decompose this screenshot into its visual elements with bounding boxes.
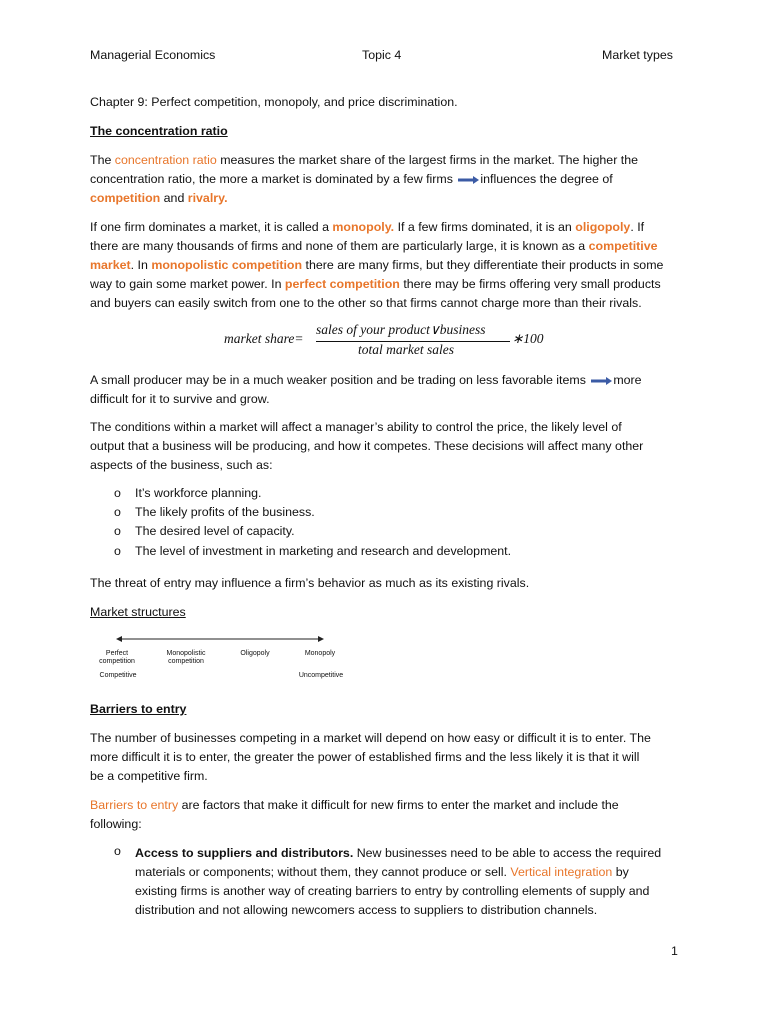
small-producer-paragraph: A small producer may be in a much weaker position and be trading on less favorable items more difficult for it to survive and grow.: [90, 373, 642, 406]
page-number: 1: [671, 944, 678, 958]
term-competitive-market: competitive: [588, 239, 658, 253]
label-perfect-competition: Perfect competition: [99, 650, 135, 665]
label-monopoly: Monopoly: [304, 650, 336, 657]
concentration-paragraph: The concentration ratio measures the market share of the largest firms in the market. The higher the concentration ratio, the more a market is dominated by a few firms influences the degree of competition and rivalry.: [90, 153, 638, 205]
market-structure-diagram: [90, 630, 360, 690]
barriers-paragraph: The number of businesses competing in a market will depend on how easy or difficult it is to enter. The more difficult it is to enter, the greater the power of established firms and the less likely it is that it will be a competitive firm.: [90, 731, 651, 783]
concentration-heading: The concentration ratio: [90, 124, 228, 138]
term-perfect-competition: perfect competition: [284, 277, 400, 291]
term-barriers-to-entry: Barriers to entry: [90, 798, 179, 812]
label-monopolistic-competition: Monopolistic competition: [166, 650, 206, 665]
header-right: Market types: [602, 48, 673, 62]
label-oligopoly: Oligopoly: [240, 650, 270, 657]
arrow-right-icon: [589, 376, 613, 386]
formula-numerator: sales of your product∨business: [316, 322, 486, 337]
label-competitive: Competitive: [99, 672, 137, 679]
term-competition: competition: [90, 191, 161, 205]
barriers-definition: Barriers to entry are factors that make it difficult for new firms to enter the market and include the following:: [90, 798, 619, 831]
formula-denominator: total market sales: [358, 342, 454, 357]
chapter-title: Chapter 9: Perfect competition, monopoly, and price discrimination.: [90, 95, 458, 109]
market-types-paragraph: If one firm dominates a market, it is called a monopoly. If a few firms dominated, it is an oligopoly. If there are many thousands of firms and none of them are particularly large, it is known as a competitive market. In monopolistic competition there are many firms, but they differentiate their products in some way to gain some market power. In perfect competition there may be firms offering very small products and buyers can easily switch from one to the other so that firms cannot charge more than their rivals.: [90, 220, 664, 310]
term-rivalry: rivalry.: [187, 191, 228, 205]
threat-of-entry-paragraph: The threat of entry may influence a firm’s behavior as much as its existing rivals.: [90, 576, 530, 590]
conditions-paragraph: The conditions within a market will affect a manager’s ability to control the price, the likely level of output that a business will be producing, and how it competes. These decisions will affect many other aspects of the business, such as:: [90, 420, 644, 472]
header-center: Topic 4: [362, 48, 402, 62]
header-left: Managerial Economics: [90, 48, 216, 62]
term-concentration-ratio: concentration ratio: [114, 153, 217, 167]
double-arrow-icon: [90, 630, 360, 650]
barriers-heading: Barriers to entry: [90, 702, 187, 716]
term-monopolistic-competition: monopolistic competition: [151, 258, 303, 272]
term-oligopoly: oligopoly: [575, 220, 631, 234]
term-vertical-integration: Vertical integration: [510, 865, 613, 879]
term-monopoly: monopoly.: [332, 220, 395, 234]
arrow-right-icon: [456, 175, 480, 185]
label-uncompetitive: Uncompetitive: [298, 672, 344, 679]
market-structures-heading: Market structures: [90, 605, 186, 619]
page-header: [90, 48, 678, 64]
